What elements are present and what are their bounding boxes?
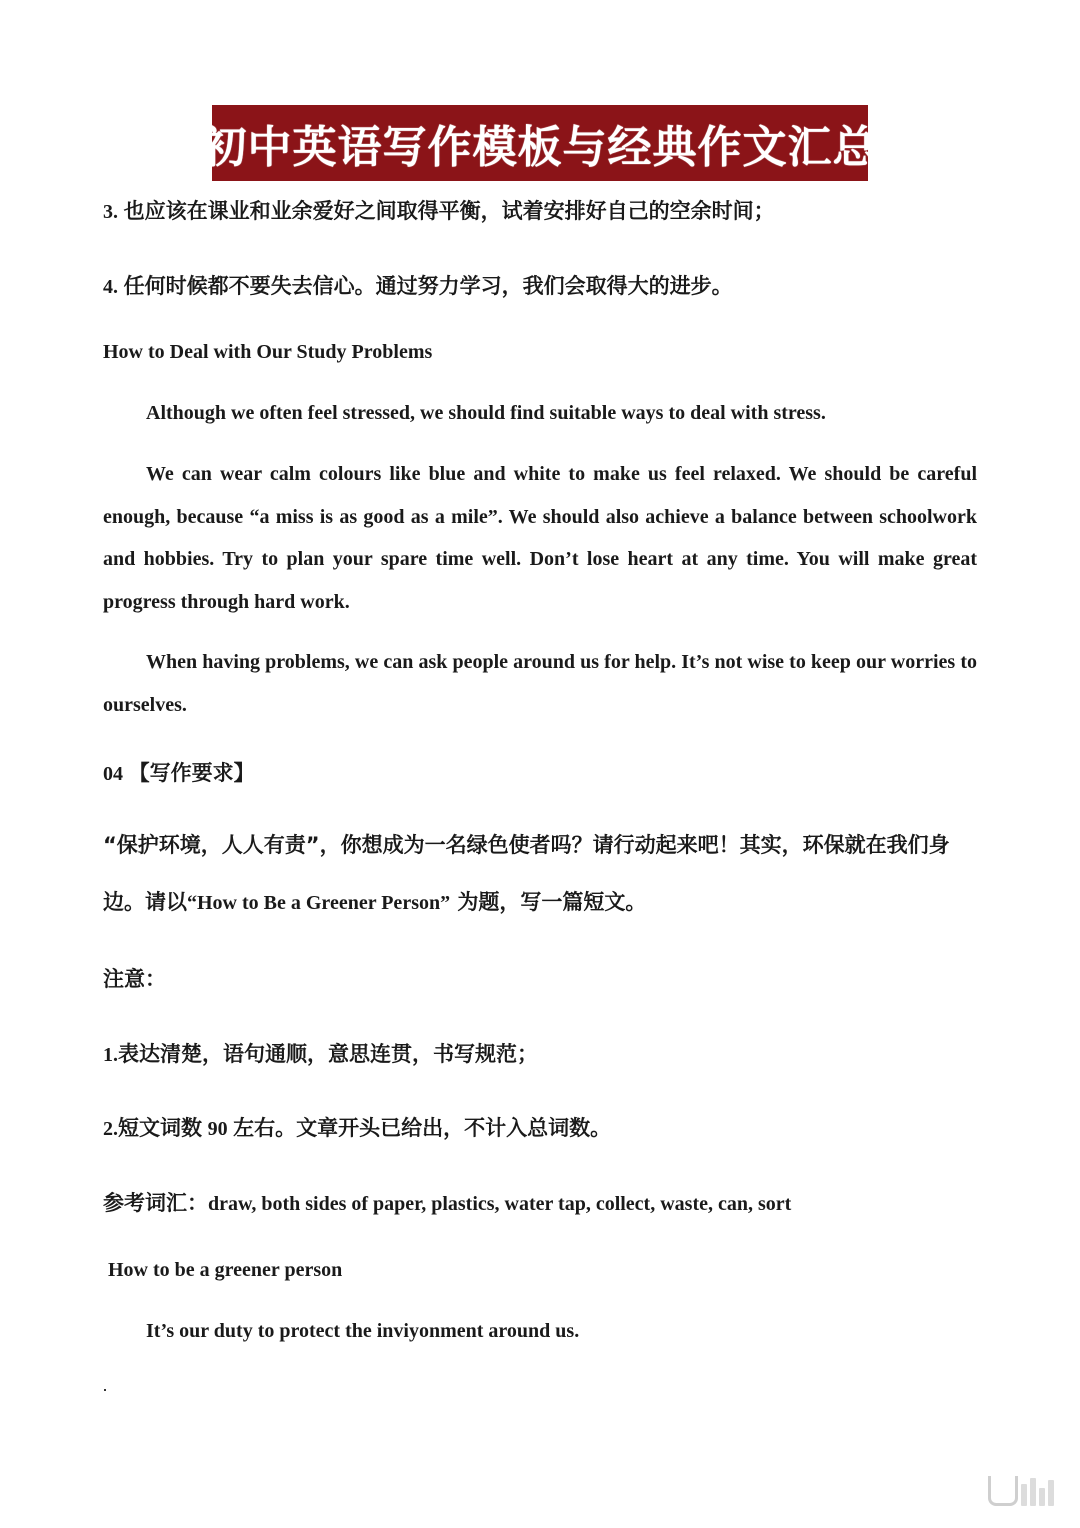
watermark-bar-icon	[1048, 1480, 1054, 1506]
essay1-paragraph-1: Although we often feel stressed, we should find suitable ways to deal with stress.	[146, 402, 826, 424]
task-heading-text: 【写作要求】	[128, 761, 255, 785]
vocabulary	[103, 1187, 979, 1217]
task-prompt-title: “How to Be a Greener Person”	[187, 892, 451, 914]
rule-2-text-a: 短文词数	[118, 1116, 202, 1140]
essay2-title: How to be a greener person	[108, 1259, 343, 1281]
tip-3-text: 也应该在课业和业余爱好之间取得平衡，试着安排好自己的空余时间；	[123, 199, 775, 223]
rule-1	[103, 1038, 979, 1068]
essay1-title: How to Deal with Our Study Problems	[103, 341, 433, 363]
tip-4-text: 任何时候都不要失去信心。通过努力学习，我们会取得大的进步。	[123, 274, 733, 298]
page-title: 初中英语写作模板与经典作文汇总	[202, 122, 878, 173]
watermark-bar-icon	[1021, 1484, 1027, 1506]
rule-2	[103, 1112, 979, 1142]
essay1-paragraph-2: We can wear calm colours like blue and white to make us feel relaxed. We should be careful enough, because “a miss is as good as a mile”. We should also achieve a balance between schoolwork and hobbies. Try to plan your spare time well. Don’t lose heart at any time. You will make great progress through hard work.	[103, 463, 977, 613]
title-banner	[202, 105, 878, 181]
essay2-opening: It’s our duty to protect the inviyonment around us.	[146, 1320, 580, 1342]
stray-dot	[104, 1389, 106, 1391]
task-heading	[103, 757, 979, 787]
vocab-words: draw, both sides of paper, plastics, water tap, collect, waste, can, sort	[208, 1193, 792, 1215]
task-prompt	[103, 817, 983, 932]
rule-2-number: 2.	[103, 1118, 118, 1140]
rule-2-word-count: 90	[207, 1118, 228, 1140]
tip-4-number: 4.	[103, 276, 118, 298]
task-prompt-part2: 为题，写一篇短文。	[450, 890, 647, 914]
tip-3-number: 3.	[103, 201, 118, 223]
essay1-paragraph-3: When having problems, we can ask people around us for help. It’s not wise to keep our worries to ourselves.	[103, 651, 977, 716]
rule-1-number: 1.	[103, 1044, 118, 1066]
notice-label: 注意：	[103, 967, 166, 991]
watermark-logo	[988, 1472, 1054, 1506]
watermark-frame-icon	[988, 1476, 1018, 1506]
watermark-bar-icon	[1039, 1488, 1045, 1506]
vocab-label: 参考词汇：	[103, 1191, 208, 1215]
tip-4	[103, 270, 979, 300]
rule-1-text: 表达清楚，语句通顺，意思连贯，书写规范；	[118, 1042, 538, 1066]
task-prompt-part1: “保护环境，人人有责”，你想成为一名绿色使者吗？请行动起来吧！其实，环保就在我们身边。请以	[103, 833, 950, 914]
task-number: 04	[103, 763, 123, 785]
watermark-bar-icon	[1030, 1478, 1036, 1506]
tip-3	[103, 195, 979, 225]
rule-2-text-b: 左右。文章开头已给出，不计入总词数。	[233, 1116, 612, 1140]
